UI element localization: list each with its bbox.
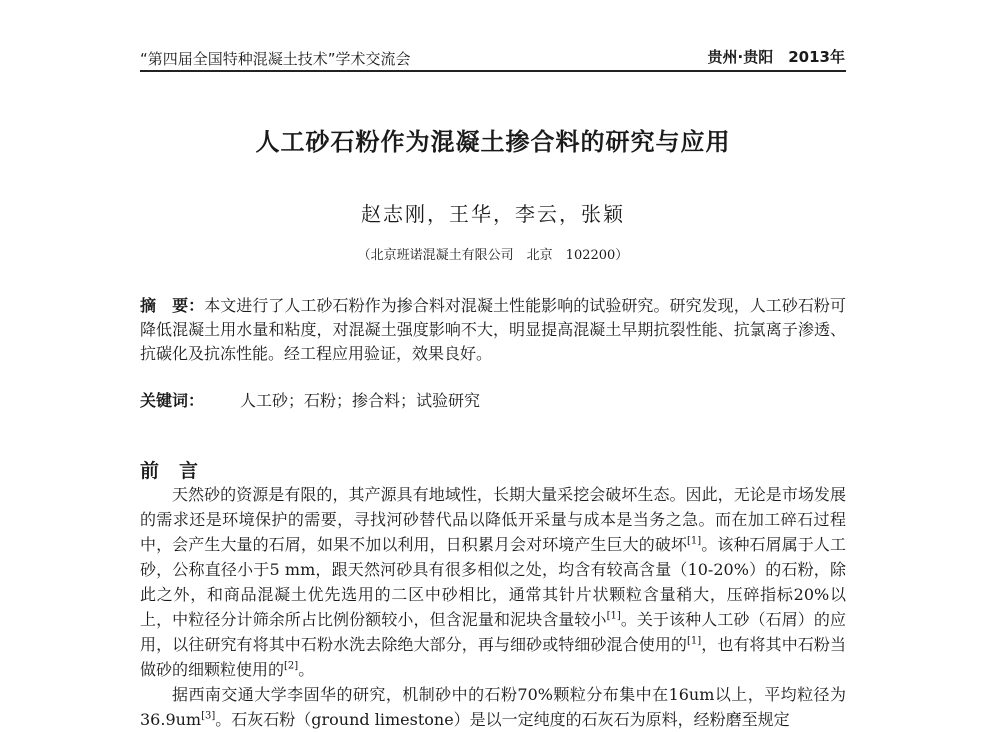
citation-2: [1] bbox=[606, 610, 621, 622]
abstract-text: 本文进行了人工砂石粉作为掺合料对混凝土性能影响的试验研究。研究发现，人工砂石粉可降低混凝土用水量和粘度，对混凝土强度影响不大，明显提高混凝土早期抗裂性能、抗氯离子渗透、抗碳化及抗冻性能。经工程应用验证，效果良好。 bbox=[140, 296, 846, 363]
citation-3: [1] bbox=[687, 635, 702, 647]
citation-5: [3] bbox=[201, 710, 216, 722]
author-list: 赵志刚，王华，李云，张颖 bbox=[361, 202, 625, 226]
keywords-label: 关键词： bbox=[140, 391, 205, 410]
p1-text-d: ，也有将其中石粉当做砂的细颗粒使用的 bbox=[140, 635, 846, 679]
keywords bbox=[140, 388, 846, 411]
p2-text-a: 据西南交通大学李固华的研究，机制砂中的石粉70%颗粒分布集中在16um以上，平均粒径为36.9um bbox=[140, 685, 846, 729]
citation-1: [1] bbox=[687, 535, 702, 547]
p2-text-b: 。石灰石粉（ground limestone）是以一定纯度的石灰石为原料，经粉磨至规定 bbox=[215, 710, 790, 729]
location-year-header: 贵州·贵阳 2013年 bbox=[707, 48, 845, 66]
conference-header: “第四届全国特种混凝土技术”学术交流会 bbox=[140, 50, 411, 68]
paragraph-2 bbox=[140, 682, 846, 732]
p1-text-b: 。该种石屑属于人工砂，公称直径小于5 mm，跟天然河砂具有很多相似之处，均含有较高含量（10-20%）的石粉，除此之外，和商品混凝土优先选用的二区中砂相比，通常其针片状颗粒含量稍大，压碎指标20%以上，中粒径分计筛余所占比例份额较小，但含泥量和泥块含量较小 bbox=[140, 535, 846, 629]
citation-4: [2] bbox=[284, 660, 299, 672]
paper-title: 人工砂石粉作为混凝土掺合料的研究与应用 bbox=[255, 128, 731, 156]
header-divider bbox=[140, 70, 846, 72]
body-text bbox=[140, 482, 846, 732]
abstract bbox=[140, 294, 846, 366]
keywords-text: 人工砂；石粉；掺合料；试验研究 bbox=[240, 391, 481, 410]
abstract-label: 摘 要： bbox=[140, 296, 205, 315]
section-heading: 前言 bbox=[140, 460, 219, 482]
p1-text-e: 。 bbox=[298, 660, 315, 679]
p1-text-c: 。关于该种人工砂（石屑）的应用，以往研究有将其中石粉水洗去除绝大部分，再与细砂或特细砂混合使用的 bbox=[140, 610, 846, 654]
p1-text-a: 天然砂的资源是有限的，其产源具有地域性，长期大量采挖会破坏生态。因此，无论是市场发展的需求还是环境保护的需要，寻找河砂替代品以降低开采量与成本是当务之急。而在加工碎石过程中，会产生大量的石屑，如果不加以利用，日积累月会对环境产生巨大的破坏 bbox=[140, 485, 846, 554]
affiliation: （北京班诺混凝土有限公司 北京 102200） bbox=[357, 248, 629, 263]
paragraph-1 bbox=[140, 482, 846, 682]
